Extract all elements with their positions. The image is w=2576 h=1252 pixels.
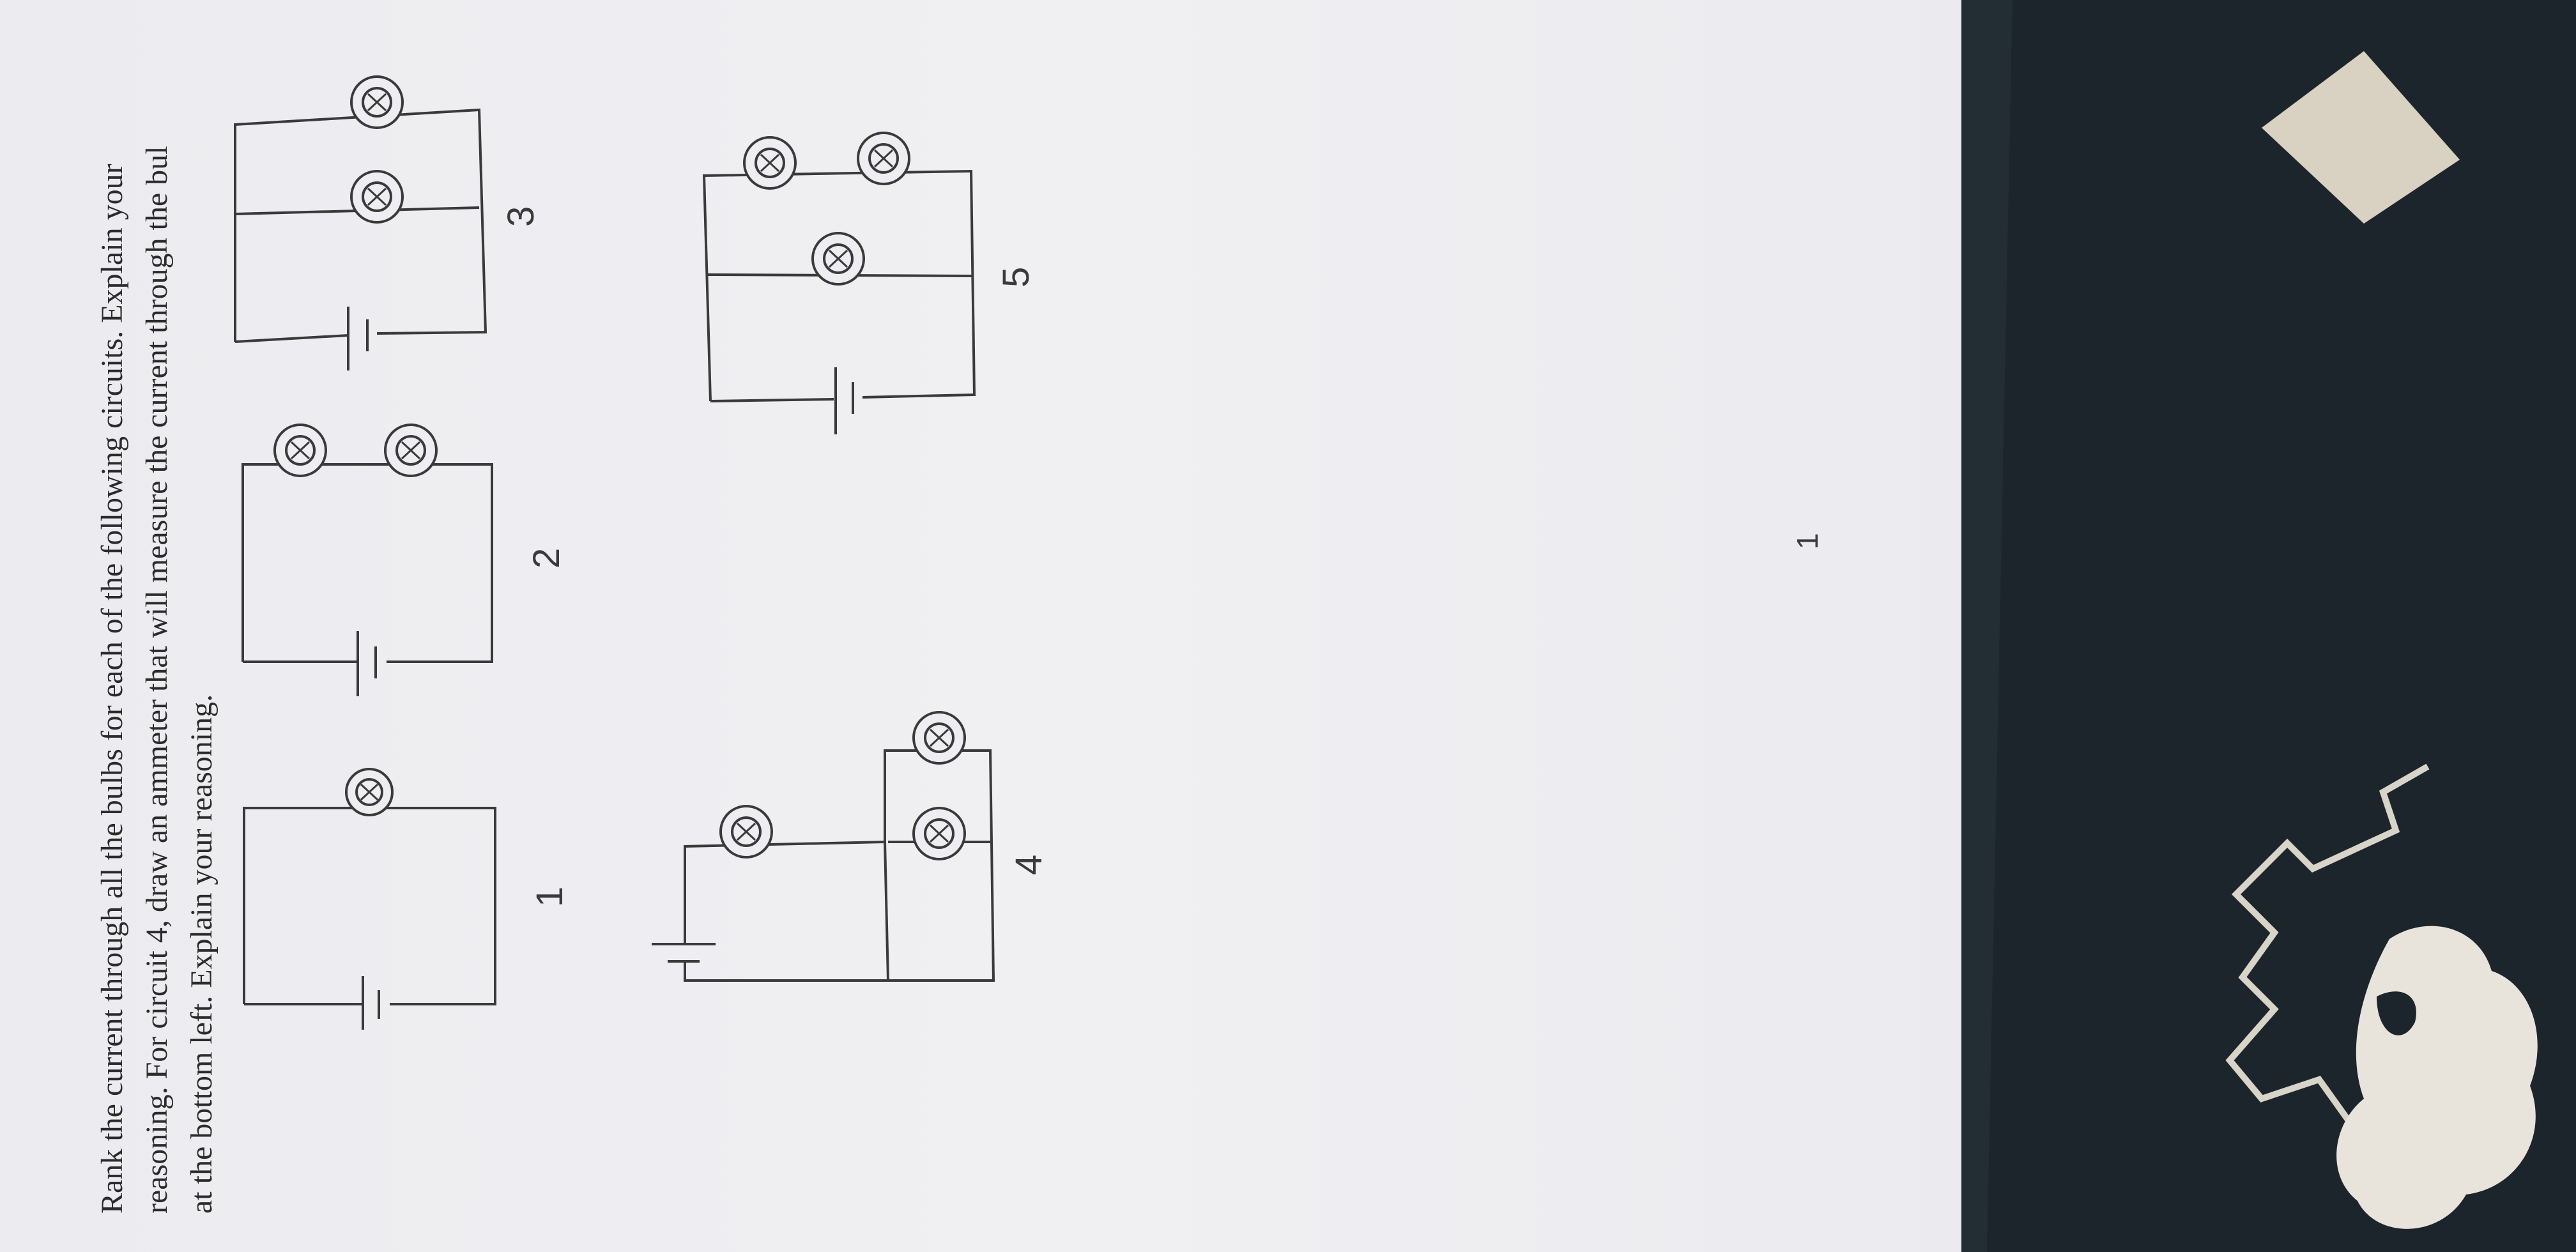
circuit-label-4: 4 <box>1008 854 1050 875</box>
circuit-2 <box>243 425 492 696</box>
bulb-icon <box>744 137 795 188</box>
bulb-icon <box>351 171 402 222</box>
white-print-blob <box>2336 926 2538 1229</box>
circuit-label-3: 3 <box>500 206 542 227</box>
circuit-label-2: 2 <box>526 547 567 569</box>
bulb-icon <box>346 769 392 815</box>
instruction-line-2: reasoning. For circuit 4, draw an ammeter that will measure the current through the bul <box>140 146 174 1214</box>
circuit-label-1: 1 <box>529 886 571 907</box>
circuit-4 <box>652 712 993 981</box>
bulb-icon <box>813 233 864 284</box>
bulb-icon <box>351 77 402 128</box>
instruction-line-1: Rank the current through all the bulbs for each of the following circuits. Explain your <box>95 164 129 1214</box>
bulb-icon <box>914 808 965 859</box>
bulb-icon <box>914 712 965 763</box>
fabric-details <box>1961 0 2538 1252</box>
circuit-3 <box>235 77 486 370</box>
circuit-1 <box>244 769 495 1030</box>
page-number: 1 <box>1791 533 1824 549</box>
circuit-5 <box>704 133 974 434</box>
circuit-label-5: 5 <box>995 266 1037 287</box>
bulb-icon <box>275 425 326 476</box>
bulb-icon <box>721 806 772 857</box>
bulb-icon <box>385 425 436 476</box>
instruction-line-3: at the bottom left. Explain your reasoning. <box>185 694 218 1214</box>
fabric-tag <box>2262 51 2460 224</box>
bulb-icon <box>858 133 909 184</box>
